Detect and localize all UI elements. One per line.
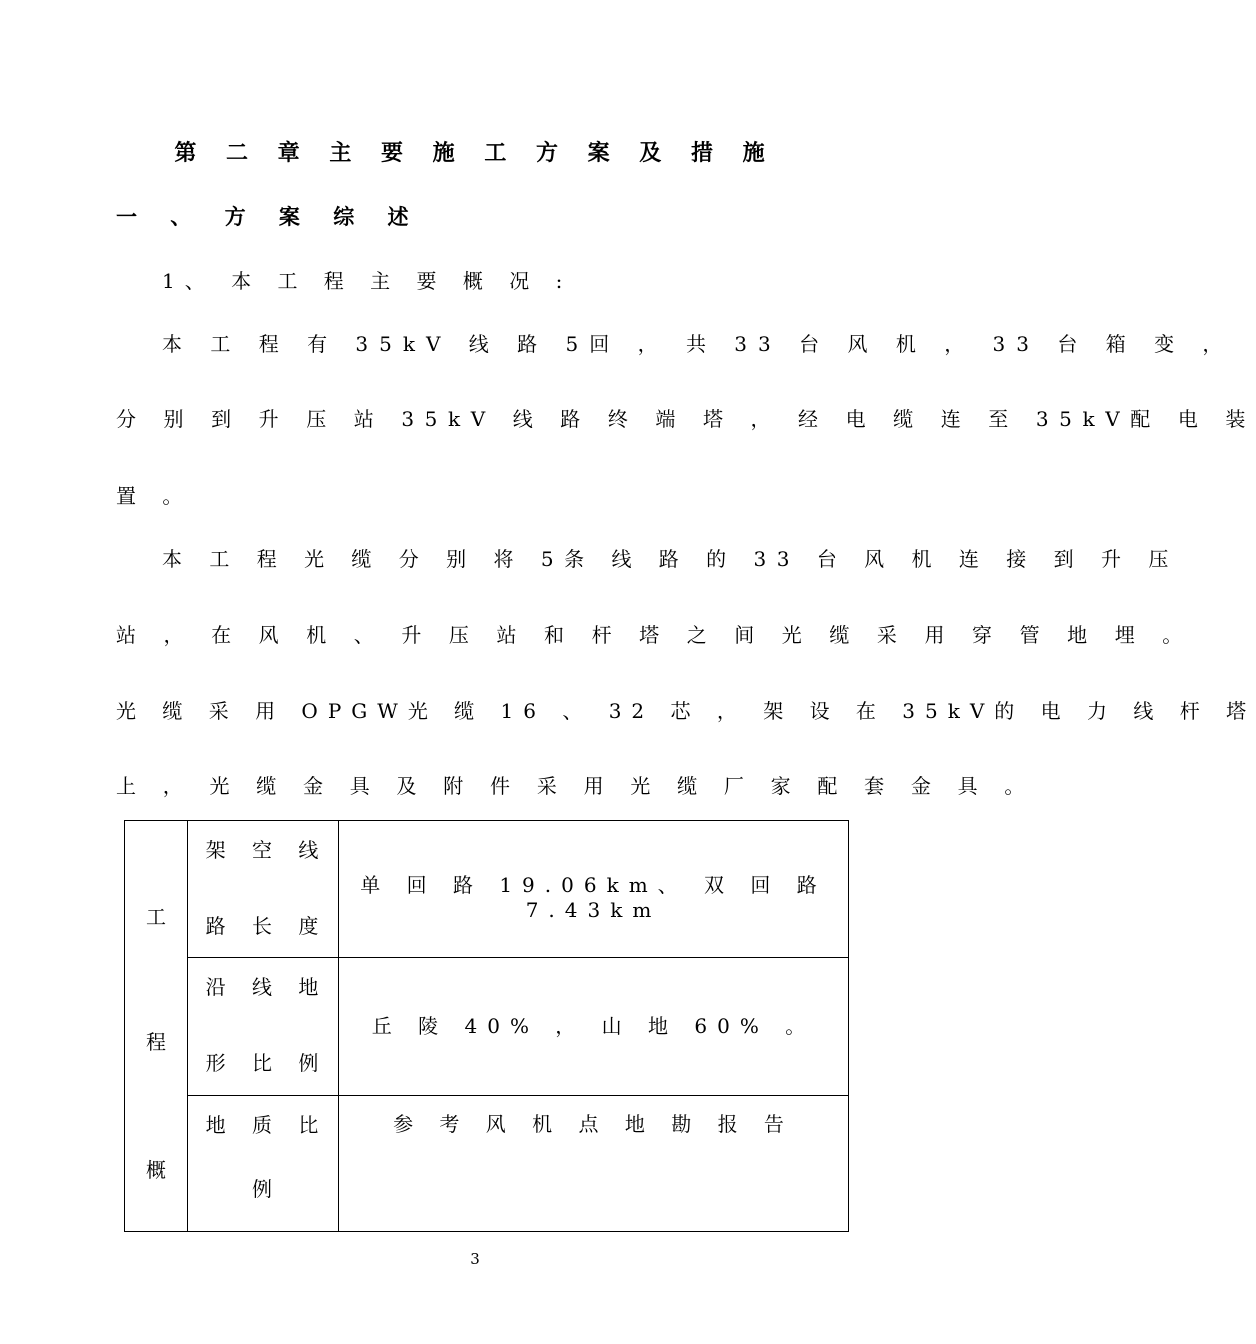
body-line-2: 分 别 到 升 压 站 35kV 线 路 终 端 塔 ， 经 电 缆 连 至 35kV配 电 装 bbox=[116, 407, 1256, 431]
body-line-5: 站 ， 在 风 机 、 升 压 站 和 杆 塔 之 间 光 缆 采 用 穿 管 地 埋 。 bbox=[116, 623, 1193, 647]
page-number: 3 bbox=[470, 1250, 480, 1268]
body-line-4: 本 工 程 光 缆 分 别 将 5条 线 路 的 33 台 风 机 连 接 到 升 压 bbox=[162, 547, 1179, 571]
group-char-3: 概 bbox=[146, 1158, 166, 1182]
row2-value: 丘 陵 40% ， 山 地 60% 。 bbox=[371, 1014, 816, 1039]
table-label-cell bbox=[188, 958, 339, 1095]
table-label-cell bbox=[188, 1095, 339, 1231]
body-line-7: 上 ， 光 缆 金 具 及 附 件 采 用 光 缆 厂 家 配 套 金 具 。 bbox=[116, 774, 1035, 798]
row1-label-line1: 架 空 线 bbox=[205, 838, 329, 862]
row3-value: 参 考 风 机 点 地 勘 报 告 bbox=[393, 1111, 794, 1136]
row3-label-line1: 地 质 比 bbox=[205, 1112, 329, 1137]
chapter-title: 第 二 章 主 要 施 工 方 案 及 措 施 bbox=[174, 140, 776, 166]
group-char-2: 程 bbox=[146, 1030, 166, 1054]
table-value-cell bbox=[339, 1095, 849, 1231]
table-value-cell bbox=[339, 958, 849, 1095]
row2-label-line1: 沿 线 地 bbox=[205, 975, 329, 1000]
row1-label-line2: 路 长 度 bbox=[205, 914, 329, 938]
row3-label-line2: 例 bbox=[252, 1176, 282, 1201]
table-value-cell bbox=[339, 821, 849, 958]
body-line-3: 置 。 bbox=[116, 484, 193, 508]
table-label-cell bbox=[188, 821, 339, 958]
section-title: 一 、 方 案 综 述 bbox=[116, 204, 422, 229]
project-overview-table bbox=[124, 820, 849, 1232]
subheading: 1、 本 工 程 主 要 概 况 : bbox=[162, 269, 573, 293]
table-group-cell bbox=[125, 821, 188, 1232]
row1-value: 单 回 路 19.06km、 双 回 路 7.43km bbox=[360, 873, 827, 922]
group-char-1: 工 bbox=[146, 905, 166, 929]
body-line-6: 光 缆 采 用 OPGW光 缆 16 、 32 芯 ， 架 设 在 35kV的 电 力 线 杆 塔 bbox=[116, 699, 1256, 723]
body-line-1: 本 工 程 有 35kV 线 路 5回 ， 共 33 台 风 机 ， 33 台 箱 变 ， bbox=[162, 332, 1234, 356]
row2-label-line2: 形 比 例 bbox=[205, 1051, 329, 1076]
